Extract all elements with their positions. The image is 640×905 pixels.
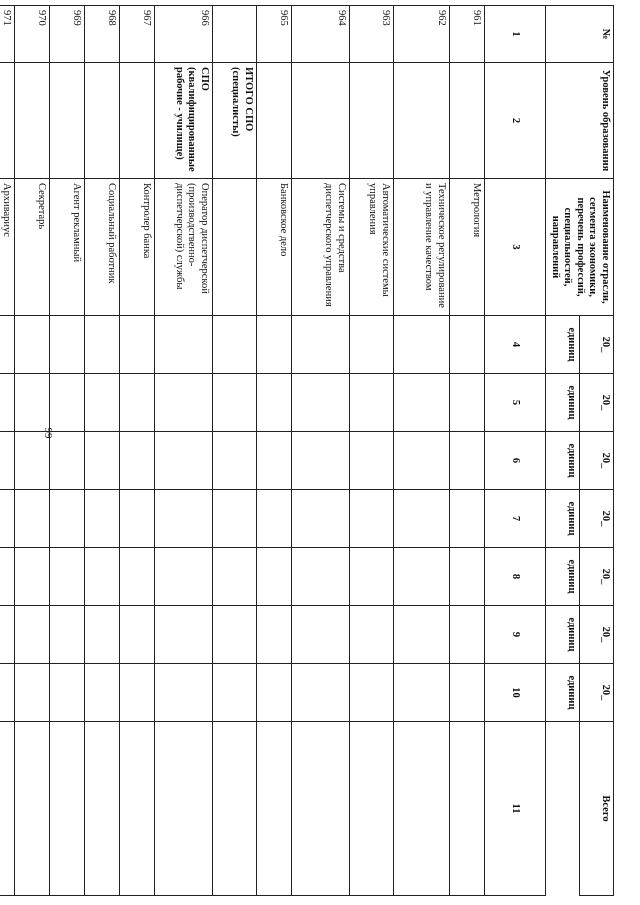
table-row [292, 6, 350, 896]
column-number: 4 [485, 316, 546, 374]
column-number: 2 [485, 63, 546, 179]
education-level [0, 63, 15, 179]
value-cell [0, 548, 15, 606]
specialty-name: Банковское дело [257, 179, 292, 316]
value-cell [394, 722, 450, 896]
value-cell [15, 432, 50, 490]
value-cell [292, 316, 350, 374]
value-cell [120, 432, 155, 490]
value-cell [257, 432, 292, 490]
table-body [0, 6, 485, 896]
value-cell [450, 722, 485, 896]
value-cell [292, 606, 350, 664]
table-row [0, 6, 15, 896]
value-cell [155, 548, 213, 606]
value-cell [213, 316, 257, 374]
header-year: 20_ [580, 490, 614, 548]
value-cell [450, 548, 485, 606]
value-cell [257, 548, 292, 606]
value-cell [213, 490, 257, 548]
value-cell [0, 490, 15, 548]
header-year: 20_ [580, 374, 614, 432]
education-level: СПО (квалифицированные рабочие - училище) [155, 63, 213, 179]
value-cell [292, 432, 350, 490]
specialty-name: Автоматические системы управления [350, 179, 394, 316]
value-cell [292, 548, 350, 606]
specialty-name: Системы и средства диспетчерского управления [292, 179, 350, 316]
column-number: 1 [485, 6, 546, 63]
value-cell [257, 490, 292, 548]
value-cell [394, 432, 450, 490]
row-number: 962 [394, 6, 450, 63]
value-cell [450, 432, 485, 490]
header-year: 20_ [580, 606, 614, 664]
value-cell [85, 606, 120, 664]
header-level: Уровень образования [546, 63, 614, 179]
table-row [50, 6, 85, 896]
value-cell [15, 722, 50, 896]
education-level [350, 63, 394, 179]
value-cell [394, 548, 450, 606]
value-cell [15, 548, 50, 606]
header-units: единиц [546, 548, 580, 606]
column-number: 11 [485, 722, 546, 896]
value-cell [50, 606, 85, 664]
value-cell [50, 664, 85, 722]
table-row [120, 6, 155, 896]
education-level [257, 63, 292, 179]
value-cell [155, 316, 213, 374]
header-year: 20_ [580, 664, 614, 722]
specialty-name: Контролер банка [120, 179, 155, 316]
value-cell [15, 490, 50, 548]
page-number: 99 [42, 427, 54, 439]
value-cell [213, 548, 257, 606]
column-number: 6 [485, 432, 546, 490]
value-cell [50, 374, 85, 432]
value-cell [155, 606, 213, 664]
value-cell [450, 374, 485, 432]
header-units: единиц [546, 432, 580, 490]
row-number: 963 [350, 6, 394, 63]
header-units: единиц [546, 374, 580, 432]
table-row [213, 6, 257, 896]
value-cell [213, 606, 257, 664]
row-number: 971 [0, 6, 15, 63]
value-cell [85, 664, 120, 722]
value-cell [257, 664, 292, 722]
row-number: 969 [50, 6, 85, 63]
value-cell [450, 490, 485, 548]
value-cell [213, 664, 257, 722]
value-cell [155, 490, 213, 548]
value-cell [120, 548, 155, 606]
row-number: 961 [450, 6, 485, 63]
value-cell [15, 374, 50, 432]
table-row [85, 6, 120, 896]
education-level [292, 63, 350, 179]
header-number: № [546, 6, 614, 63]
value-cell [120, 722, 155, 896]
value-cell [85, 548, 120, 606]
specialty-name: Архивариус [0, 179, 15, 316]
value-cell [15, 606, 50, 664]
row-number: 966 [155, 6, 213, 63]
education-level [50, 63, 85, 179]
education-level: ИТОГО СПО (специалисты) [213, 63, 257, 179]
table-row [155, 6, 213, 896]
value-cell [0, 432, 15, 490]
value-cell [50, 432, 85, 490]
value-cell [50, 548, 85, 606]
value-cell [50, 490, 85, 548]
value-cell [85, 316, 120, 374]
column-number: 8 [485, 548, 546, 606]
value-cell [213, 722, 257, 896]
column-number: 9 [485, 606, 546, 664]
education-level [120, 63, 155, 179]
value-cell [450, 316, 485, 374]
specialty-name: Метрология [450, 179, 485, 316]
table-row [450, 6, 485, 896]
header-units: единиц [546, 664, 580, 722]
value-cell [213, 432, 257, 490]
value-cell [0, 664, 15, 722]
header-total: Всего [580, 722, 614, 896]
value-cell [257, 722, 292, 896]
value-cell [0, 722, 15, 896]
specialty-name: Социальный работник [85, 179, 120, 316]
value-cell [394, 664, 450, 722]
value-cell [155, 664, 213, 722]
value-cell [350, 490, 394, 548]
value-cell [394, 374, 450, 432]
value-cell [450, 606, 485, 664]
value-cell [50, 722, 85, 896]
header-units: единиц [546, 316, 580, 374]
education-level [15, 63, 50, 179]
value-cell [0, 374, 15, 432]
specialty-name [213, 179, 257, 316]
value-cell [155, 722, 213, 896]
value-cell [85, 374, 120, 432]
row-number: 965 [257, 6, 292, 63]
value-cell [15, 664, 50, 722]
value-cell [394, 316, 450, 374]
column-number: 5 [485, 374, 546, 432]
value-cell [292, 722, 350, 896]
value-cell [350, 606, 394, 664]
value-cell [257, 606, 292, 664]
value-cell [292, 664, 350, 722]
row-number: 968 [85, 6, 120, 63]
value-cell [155, 374, 213, 432]
value-cell [350, 316, 394, 374]
header-year: 20_ [580, 316, 614, 374]
header-year: 20_ [580, 432, 614, 490]
column-number: 7 [485, 490, 546, 548]
value-cell [120, 490, 155, 548]
header-units: единиц [546, 606, 580, 664]
staffing-table [0, 5, 614, 896]
value-cell [257, 316, 292, 374]
value-cell [50, 316, 85, 374]
value-cell [120, 606, 155, 664]
table-row [350, 6, 394, 896]
header-name: Наименование отрасли, сегмента экономики, перечень профессий, специальностей, направлений [546, 179, 614, 316]
table-row [257, 6, 292, 896]
value-cell [85, 722, 120, 896]
row-number: 964 [292, 6, 350, 63]
value-cell [120, 374, 155, 432]
value-cell [15, 316, 50, 374]
education-level [394, 63, 450, 179]
value-cell [155, 432, 213, 490]
value-cell [85, 490, 120, 548]
value-cell [85, 432, 120, 490]
row-number [213, 6, 257, 63]
value-cell [257, 374, 292, 432]
value-cell [0, 316, 15, 374]
table-row [15, 6, 50, 896]
value-cell [394, 490, 450, 548]
value-cell [450, 664, 485, 722]
value-cell [350, 722, 394, 896]
header-year: 20_ [580, 548, 614, 606]
value-cell [350, 548, 394, 606]
column-number: 3 [485, 179, 546, 316]
value-cell [350, 664, 394, 722]
education-level [85, 63, 120, 179]
value-cell [350, 432, 394, 490]
value-cell [213, 374, 257, 432]
row-number: 967 [120, 6, 155, 63]
value-cell [120, 316, 155, 374]
value-cell [292, 490, 350, 548]
value-cell [292, 374, 350, 432]
specialty-name: Техническое регулирование и управление качеством [394, 179, 450, 316]
value-cell [350, 374, 394, 432]
column-number: 10 [485, 664, 546, 722]
table-row [394, 6, 450, 896]
value-cell [394, 606, 450, 664]
specialty-name: Оператор диспетчерской (производственно-диспетчерской) службы [155, 179, 213, 316]
value-cell [0, 606, 15, 664]
specialty-name: Агент рекламный [50, 179, 85, 316]
value-cell [120, 664, 155, 722]
header-units: единиц [546, 490, 580, 548]
education-level [450, 63, 485, 179]
row-number: 970 [15, 6, 50, 63]
specialty-name: Секретарь [15, 179, 50, 316]
